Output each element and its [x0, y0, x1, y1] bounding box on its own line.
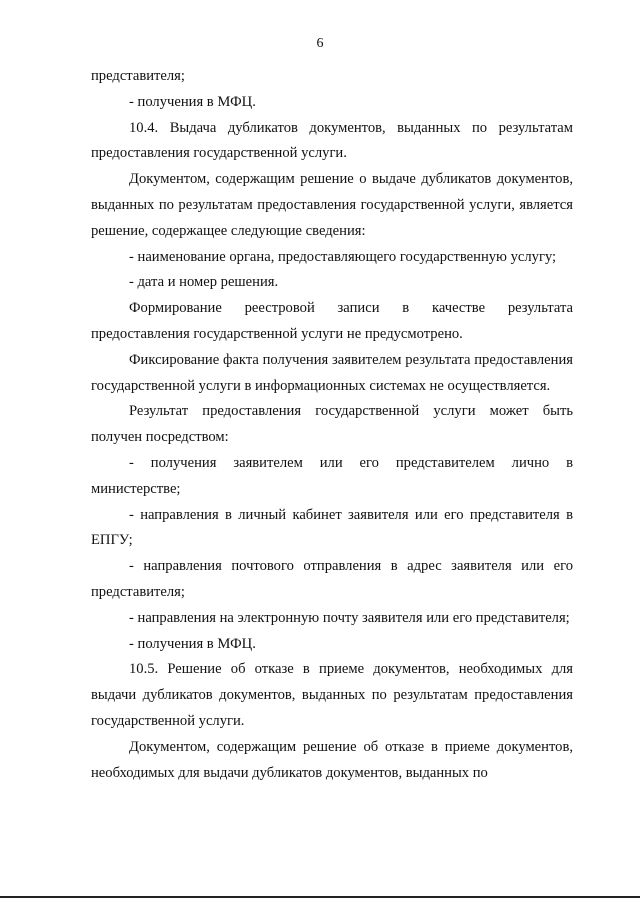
paragraph-registry-record: Формирование реестровой записи в качестве результата предоставления государственной услуги не предусмотрено.: [91, 300, 573, 342]
list-item-email: - направления на электронную почту заявителя или его представителя;: [129, 609, 570, 626]
page-number: 6: [316, 36, 324, 51]
page-bottom-edge: [0, 896, 640, 898]
list-item-authority-name: - наименование органа, предоставляющего государственную услугу;: [129, 248, 557, 265]
paragraph-continuation: представителя;: [91, 68, 185, 84]
list-item-mfc: - получения в МФЦ.: [129, 93, 256, 110]
list-item-mfc-2: - получения в МФЦ.: [129, 635, 256, 652]
list-item-date-number: - дата и номер решения.: [129, 274, 279, 291]
list-item-personal-cabinet: - направления в личный кабинет заявителя или его представителя в ЕПГУ;: [91, 506, 573, 549]
list-item-in-person: - получения заявителем или его представителем лично в министерстве;: [91, 454, 573, 497]
paragraph-decision-document: Документом, содержащим решение о выдаче дубликатов документов, выданных по результатам предоставления государственной услуги, является решение, содержащее следующие сведения:: [91, 171, 573, 239]
section-heading-10-4: 10.4. Выдача дубликатов документов, выданных по результатам предоставления государственной услуги.: [91, 119, 573, 162]
paragraph-refusal-document: Документом, содержащим решение об отказе в приеме документов, необходимых для выдачи дубликатов документов, выданных по: [91, 738, 573, 781]
paragraph-fixation: Фиксирование факта получения заявителем результата предоставления государственной услуги в информационных системах не осуществляется.: [91, 351, 573, 394]
list-item-postal: - направления почтового отправления в адрес заявителя или его представителя;: [91, 558, 573, 600]
document-body: [91, 64, 573, 786]
paragraph-result-methods: Результат предоставления государственной услуги может быть получен посредством:: [91, 403, 573, 446]
section-heading-10-5: 10.5. Решение об отказе в приеме документов, необходимых для выдачи дубликатов документов, выданных по результатам предоставления государственной услуги.: [91, 661, 573, 729]
